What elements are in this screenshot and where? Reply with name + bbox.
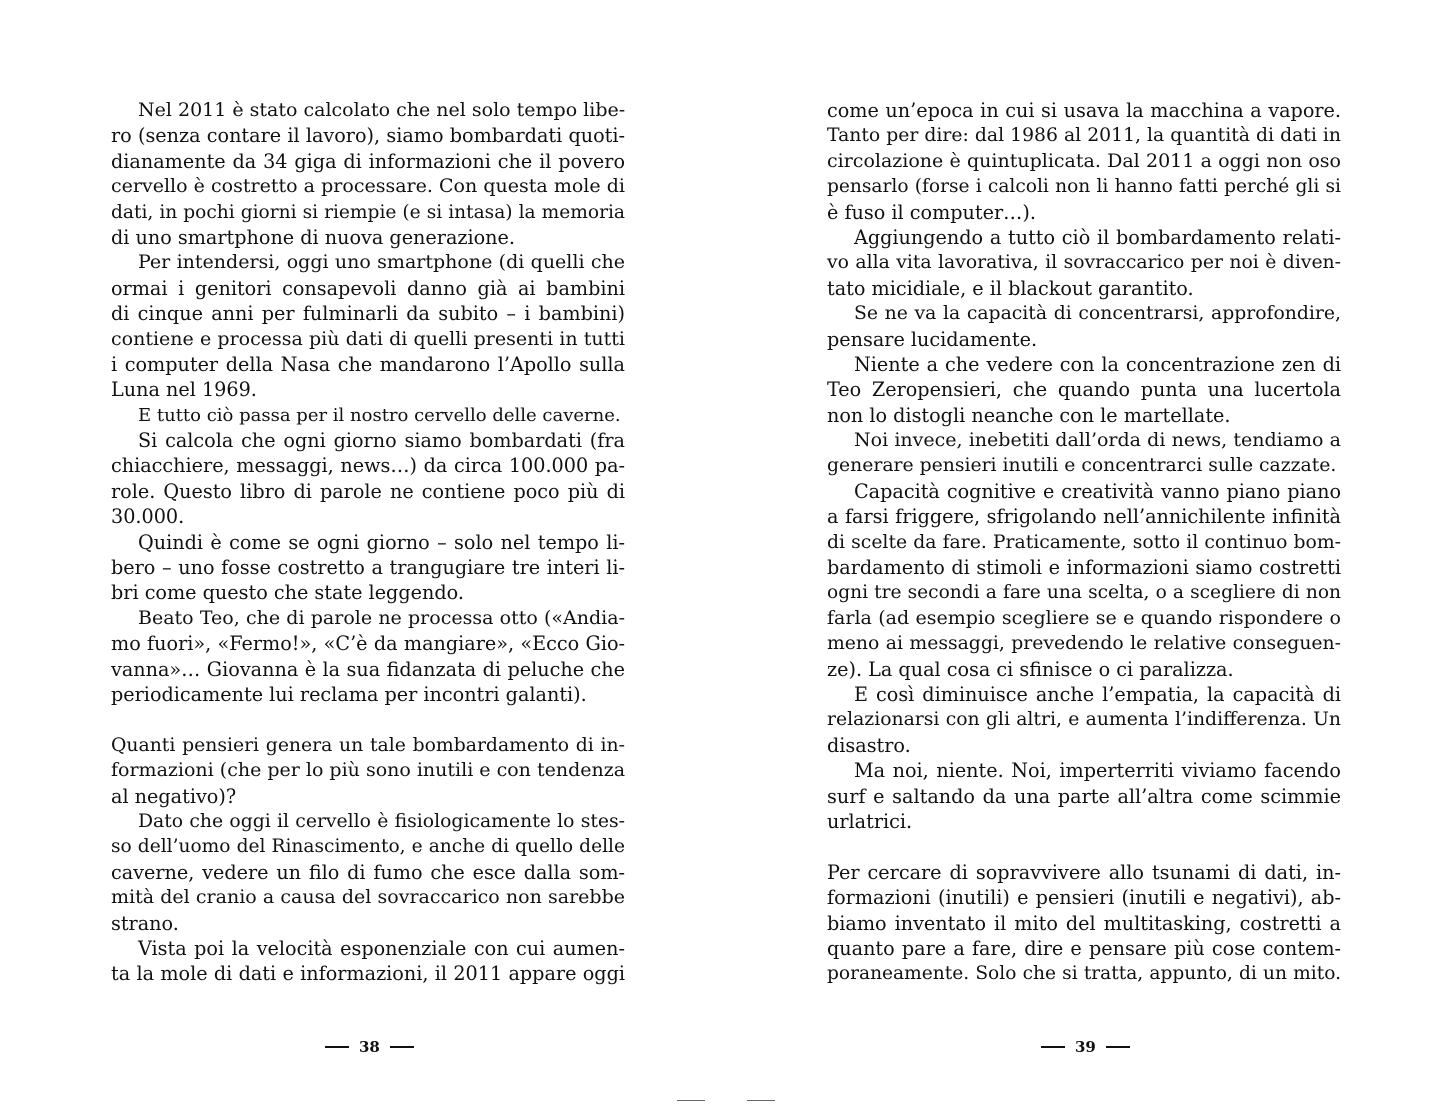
text-line: Noi invece, inebetiti dall’orda di news, tendiamo a xyxy=(854,429,1341,452)
text-line: relazionarsi con gli altri, e aumenta l’indifferenza. Un xyxy=(827,709,1341,731)
text-line: Se ne va la capacità di concentrarsi, approfondire, xyxy=(854,303,1341,325)
text-line: Teo Zeropensieri, che quando punta una lucertola xyxy=(827,378,1341,402)
text-line: dianamente da 34 giga di informazioni che il povero xyxy=(111,149,625,173)
text-line: contiene e processa più dati di quelli presenti in tutti xyxy=(111,327,625,350)
text-line: role. Questo libro di parole ne contiene poco più di xyxy=(111,479,625,503)
text-line: Si calcola che ogni giorno siamo bombardati (fra xyxy=(138,429,625,453)
blank-line xyxy=(827,834,1341,859)
folio-dash-right xyxy=(390,1046,414,1048)
text-line: E tutto ciò passa per il nostro cervello delle caverne. xyxy=(138,404,621,426)
text-line: 30.000. xyxy=(111,505,185,529)
left-page-text xyxy=(111,98,625,987)
text-line: Tanto per dire: dal 1986 al 2011, la quantità di dati in xyxy=(827,125,1341,147)
left-page-footer xyxy=(325,1034,414,1060)
text-line: Luna nel 1969. xyxy=(111,378,257,402)
text-line: ze). La qual cosa ci sfinisce o ci paralizza. xyxy=(827,657,1234,681)
text-line: urlatrici. xyxy=(827,809,913,833)
text-line: farla (ad esempio scegliere se e quando rispondere o xyxy=(827,606,1341,629)
text-line: ormai i genitori consapevoli danno già ai bambini xyxy=(111,276,625,300)
text-line: dati, in pochi giorni si riempie (e si intasa) la memoria xyxy=(111,201,625,223)
text-line: caverne, vedere un filo di fumo che esce dalla som- xyxy=(111,860,625,884)
text-line: pensare lucidamente. xyxy=(827,327,1038,351)
text-line: vanna»… Giovanna è la sua fidanzata di peluche che xyxy=(111,657,625,681)
text-line: come un’epoca in cui si usava la macchina a vapore. xyxy=(827,99,1341,122)
text-line: bri come questo che state leggendo. xyxy=(111,581,464,605)
text-line: bardamento di stimoli e informazioni siamo costretti xyxy=(827,556,1341,580)
text-line: tato micidiale, e il blackout garantito. xyxy=(827,276,1194,300)
text-line: ta la mole di dati e informazioni, il 2011 appare oggi xyxy=(111,962,625,986)
text-line: non lo distogli neanche con le martellate. xyxy=(827,403,1231,427)
text-line: Capacità cognitive e creatività vanno piano piano xyxy=(854,479,1341,503)
text-line: disastro. xyxy=(827,733,911,757)
text-line: Quanti pensieri genera un tale bombardamento di in- xyxy=(111,734,625,756)
folio-dash-right xyxy=(1106,1046,1130,1048)
folio-dash-left xyxy=(325,1046,349,1048)
blank-line xyxy=(111,707,625,732)
text-line: Per intendersi, oggi uno smartphone (di quelli che xyxy=(138,251,625,274)
page-number-right: 39 xyxy=(1075,1038,1096,1056)
text-line: Niente a che vedere con la concentrazione zen di xyxy=(854,352,1341,376)
right-page-footer xyxy=(1041,1034,1130,1060)
text-line: di cinque anni per fulminarli da subito – i bambini) xyxy=(111,302,625,326)
text-line: bero – uno fosse costretto a trangugiare tre interi li- xyxy=(111,556,625,580)
text-line: di scelte da fare. Praticamente, sotto il continuo bom- xyxy=(827,531,1341,553)
text-line: cervello è costretto a processare. Con questa mole di xyxy=(111,175,625,198)
text-line: ogni tre secondi a fare una scelta, o a scegliere di non xyxy=(827,582,1341,604)
page-number-left: 38 xyxy=(359,1038,380,1056)
text-line: Ma noi, niente. Noi, imperterriti viviamo facendo xyxy=(854,759,1341,783)
text-line: Dato che oggi il cervello è fisiologicamente lo stes- xyxy=(138,810,625,832)
text-line: periodicamente lui reclama per incontri galanti). xyxy=(111,682,587,706)
text-line: generare pensieri inutili e concentrarci sulle cazzate. xyxy=(827,455,1337,477)
text-line: biamo inventato il mito del multitasking, costretti a xyxy=(827,911,1341,935)
text-line: pensarlo (forse i calcoli non li hanno fatti perché gli si xyxy=(827,176,1341,198)
text-line: vo alla vita lavorativa, il sovraccarico per noi è diven- xyxy=(827,252,1341,274)
text-line: formazioni (che per lo più sono inutili e con tendenza xyxy=(111,759,626,782)
text-line: è fuso il computer…). xyxy=(827,200,1036,224)
text-line: so dell’uomo del Rinascimento, e anche di quello delle xyxy=(111,836,625,858)
crop-mark xyxy=(677,1100,705,1101)
folio-dash-left xyxy=(1041,1046,1065,1048)
text-line: circolazione è quintuplicata. Dal 2011 a oggi non oso xyxy=(827,149,1341,172)
text-line: E così diminuisce anche l’empatia, la capacità di xyxy=(854,682,1341,706)
text-line: i computer della Nasa che mandarono l’Apollo sulla xyxy=(111,352,625,376)
text-line: poraneamente. Solo che si tratta, appunto, di un mito. xyxy=(827,963,1341,985)
text-line: mo fuori», «Fermo!», «C’è da mangiare», «Ecco Gio- xyxy=(111,632,625,656)
text-line: formazioni (inutili) e pensieri (inutili e negativi), ab- xyxy=(827,886,1341,910)
text-line: ro (senza contare il lavoro), siamo bombardati quoti- xyxy=(111,124,625,148)
text-line: Vista poi la velocità esponenziale con cui aumen- xyxy=(138,936,625,960)
text-line: a farsi friggere, sfrigolando nell’annichilente infinità xyxy=(827,505,1341,529)
text-line: di uno smartphone di nuova generazione. xyxy=(111,225,515,249)
text-line: Per cercare di sopravvivere allo tsunami di dati, in- xyxy=(827,860,1341,884)
text-line: meno ai messaggi, prevedendo le relative conseguen- xyxy=(827,633,1341,655)
text-line: quanto pare a fare, dire e pensare più cose contem- xyxy=(827,936,1341,960)
text-line: Nel 2011 è stato calcolato che nel solo tempo libe- xyxy=(138,99,626,121)
crop-mark xyxy=(747,1100,775,1101)
text-line: mità del cranio a causa del sovraccarico non sarebbe xyxy=(111,886,625,909)
text-line: chiacchiere, messaggi, news…) da circa 100.000 pa- xyxy=(111,454,625,478)
text-line: surf e saltando da una parte all’altra come scimmie xyxy=(827,784,1341,808)
text-line: strano. xyxy=(111,911,179,935)
right-page-text xyxy=(827,98,1341,987)
text-line: Aggiungendo a tutto ciò il bombardamento relati- xyxy=(854,225,1341,249)
text-line: al negativo)? xyxy=(111,784,237,808)
text-line: Quindi è come se ogni giorno – solo nel tempo li- xyxy=(138,530,625,554)
text-line: Beato Teo, che di parole ne processa otto («Andia- xyxy=(138,606,625,629)
